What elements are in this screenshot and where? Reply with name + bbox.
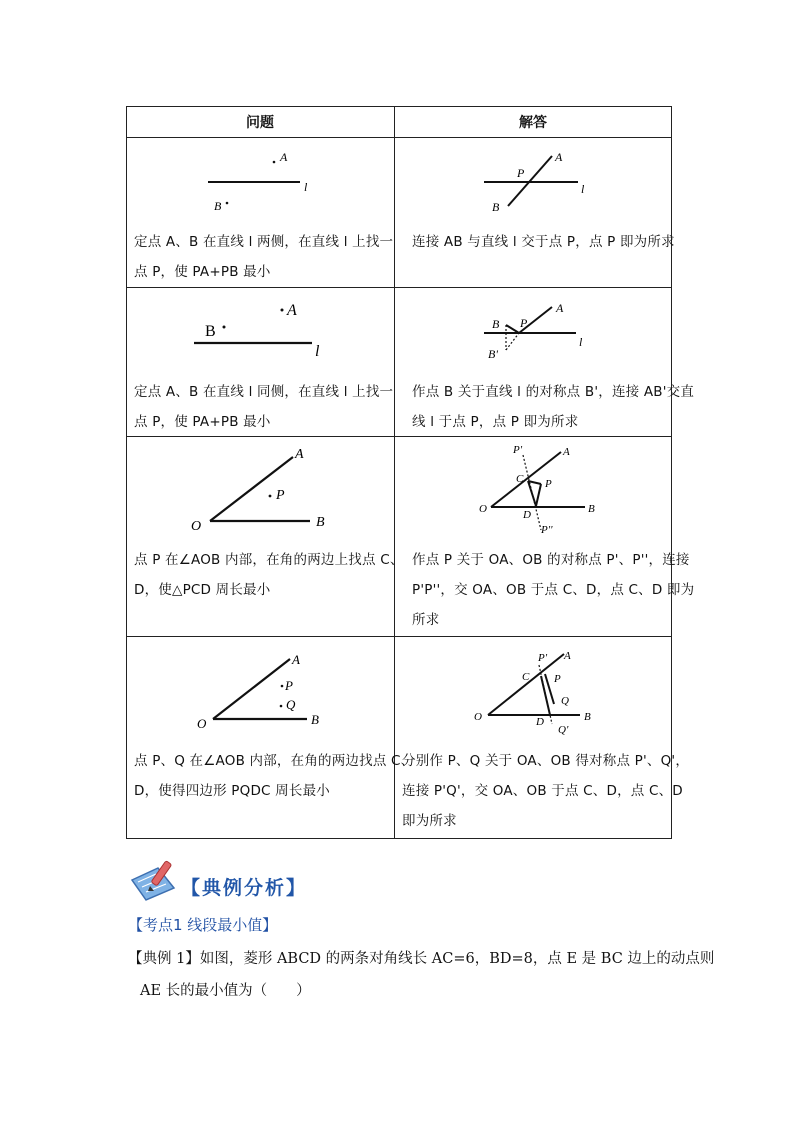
example-problem: [128, 943, 714, 1007]
example-line-1: 【典例 1】如图，菱形 ABCD 的两条对角线长 AC=6，BD=8，点 E 是 BC 边上的动点则: [128, 951, 715, 967]
row4-answer-label-P: P: [554, 673, 561, 685]
row2-answer-label-B: B: [492, 317, 500, 331]
row1-answer-text: 连接 AB 与直线 l 交于点 P，点 P 即为所求: [412, 234, 675, 250]
row4-answer-label-Qprime: Q': [558, 724, 569, 736]
row2-answer-label-l: l: [579, 335, 583, 349]
row4-problem-label-Q: Q: [286, 697, 296, 712]
row3-answer-label-B: B: [588, 503, 595, 515]
example-line-2: AE 长的最小值为（ ）: [140, 983, 311, 999]
row3-answer-figure: [475, 442, 615, 537]
row1-problem-text: 定点 A、B 在直线 l 两侧，在直线 l 上找一 点 P，使 PA+PB 最小: [134, 234, 394, 280]
row3-problem-label-B: B: [316, 515, 325, 530]
row4-answer-label-C: C: [522, 671, 530, 683]
row1-answer-label-P: P: [517, 166, 525, 180]
row4-answer-figure: [472, 644, 612, 739]
row1-answer-label-l: l: [581, 182, 585, 196]
table-header-problem: 问题: [246, 115, 274, 131]
row2-problem-figure: [190, 296, 340, 366]
row3-problem-text: 点 P 在∠AOB 内部，在角的两边上找点 C、 D，使△PCD 周长最小: [134, 552, 404, 598]
row4-answer-label-Q: Q: [561, 695, 569, 707]
pencil-paper-icon: [128, 858, 180, 904]
row3-answer-label-D: D: [523, 509, 531, 521]
row3-problem-figure: [185, 444, 345, 539]
row4-answer-label-Pprime: P': [538, 652, 548, 664]
row2-answer-label-P: P: [520, 316, 528, 330]
row3-problem-label-O: O: [191, 519, 202, 534]
row4-problem-label-B: B: [311, 712, 319, 727]
row4-answer-label-O: O: [474, 711, 482, 723]
row4-answer-label-A: A: [564, 650, 571, 662]
row3-problem-label-P: P: [276, 488, 285, 503]
row3-answer-label-Pprime: P': [513, 444, 523, 456]
row2-problem-text: 定点 A、B 在直线 l 同侧，在直线 l 上找一 点 P，使 PA+PB 最小: [134, 384, 394, 430]
row3-answer-label-P: P: [545, 478, 552, 490]
table-column-divider: [394, 106, 395, 839]
row4-problem-label-O: O: [197, 716, 207, 731]
row3-answer-label-O: O: [479, 503, 487, 515]
row4-problem-label-P: P: [285, 678, 293, 693]
row2-answer-text: 作点 B 关于直线 l 的对称点 B'，连接 AB'交直 线 l 于点 P，点 P 即为所求: [412, 384, 695, 430]
row3-answer-text: 作点 P 关于 OA、OB 的对称点 P'、P''，连接 P'P''，交 OA、OB 于点 C、D，点 C、D 即为 所求: [412, 552, 695, 628]
row1-problem-label-B: B: [214, 199, 222, 213]
row1-answer-label-A: A: [555, 150, 563, 164]
row1-problem-figure: [200, 148, 330, 218]
row2-problem-label-l: l: [315, 343, 320, 360]
row4-answer-text: 分别作 P、Q 关于 OA、OB 得对称点 P'、Q'， 连接 P'Q'，交 OA、OB 于点 C、D，点 C、D 即为所求: [402, 753, 690, 829]
row2-answer-label-A: A: [556, 301, 564, 315]
section-banner-title: 【典例分析】: [181, 877, 308, 899]
row2-problem-label-B: B: [205, 323, 216, 340]
row4-answer-label-D: D: [536, 716, 544, 728]
topic-heading: 【考点1 线段最小值】: [128, 916, 278, 934]
row2-problem-label-A: A: [287, 302, 297, 319]
row1-answer-figure: [478, 148, 608, 218]
row3-problem-label-A: A: [295, 447, 304, 462]
row3-answer-label-C: C: [516, 473, 524, 485]
table-row-divider: [126, 287, 672, 288]
row4-problem-label-A: A: [292, 652, 300, 667]
row2-answer-label-Bprime: B': [488, 347, 498, 361]
table-header-answer: 解答: [519, 115, 547, 131]
row4-answer-label-B: B: [584, 711, 591, 723]
row3-answer-label-Pdoubleprime: P'': [541, 524, 553, 536]
row1-problem-label-A: A: [280, 150, 288, 164]
row1-problem-label-l: l: [304, 180, 308, 194]
row4-problem-text: 点 P、Q 在∠AOB 内部，在角的两边找点 C、 D，使得四边形 PQDC 周长最小: [134, 753, 415, 799]
row4-problem-figure: [185, 646, 345, 736]
table-header-divider: [126, 137, 672, 138]
row3-answer-label-A: A: [563, 446, 570, 458]
row2-answer-figure: [482, 296, 602, 366]
row1-answer-label-B: B: [492, 200, 500, 214]
table-row-divider: [126, 636, 672, 637]
